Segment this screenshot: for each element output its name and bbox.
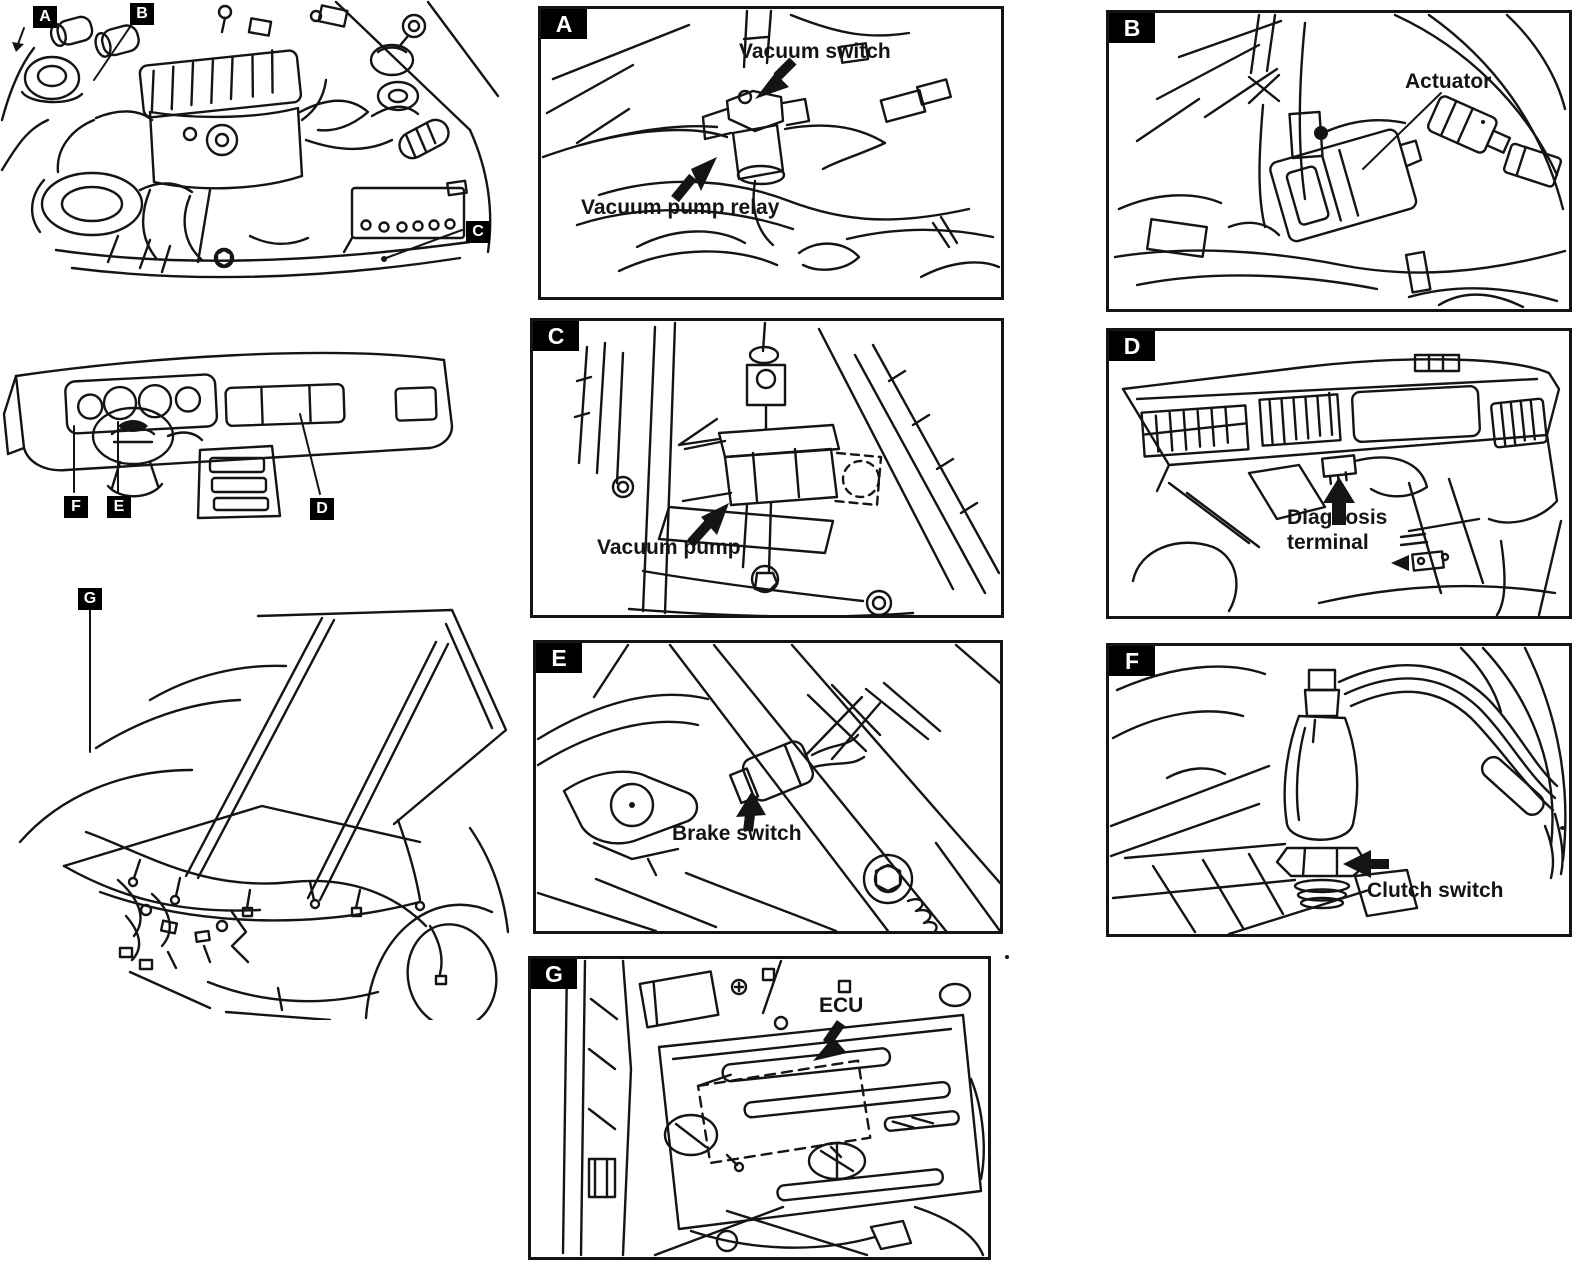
engine-compartment-illustration [0, 0, 510, 300]
overview-tag-f: F [64, 496, 88, 518]
scan-speck [1560, 826, 1565, 830]
panel-g-tag: G [531, 959, 577, 989]
caption-ecu: ECU [819, 994, 864, 1017]
detail-panel-d [1106, 328, 1572, 619]
caption-brake-switch: Brake switch [672, 822, 802, 845]
panel-b-tag: B [1109, 13, 1155, 43]
dashboard-overview [0, 330, 500, 530]
panel-c-tag: C [533, 321, 579, 351]
caption-vacuum-pump-relay: Vacuum pump relay [581, 196, 780, 219]
overview-tag-c: C [466, 221, 490, 243]
rear-body-illustration [0, 580, 510, 1020]
caption-diagnosis-terminal: Diagnosis terminal [1287, 506, 1388, 554]
caption-vacuum-switch: Vacuum switch [739, 40, 891, 63]
engine-compartment-overview [0, 0, 510, 300]
panel-b-illustration [1109, 13, 1569, 309]
scan-speck [1005, 955, 1009, 959]
detail-panel-g [528, 956, 991, 1260]
panel-d-illustration [1109, 331, 1569, 616]
panel-e-illustration [536, 643, 1000, 931]
detail-panel-a [538, 6, 1004, 300]
rear-body-overview [0, 580, 510, 1020]
pointer-arrow-icon [675, 157, 717, 199]
caption-clutch-switch: Clutch switch [1367, 879, 1504, 902]
detail-panel-c [530, 318, 1004, 618]
overview-tag-b: B [130, 3, 154, 25]
detail-panel-f [1106, 643, 1572, 937]
caption-actuator: Actuator [1405, 70, 1492, 93]
panel-c-illustration [533, 321, 1001, 615]
overview-tag-a: A [33, 6, 57, 28]
panel-d-tag: D [1109, 331, 1155, 361]
panel-e-tag: E [536, 643, 582, 673]
pointer-arrow-icon [755, 61, 793, 99]
detail-panel-b [1106, 10, 1572, 312]
scan-speck [1481, 120, 1485, 124]
panel-g-illustration [531, 959, 988, 1257]
overview-tag-g: G [78, 588, 102, 610]
panel-f-tag: F [1109, 646, 1155, 676]
caption-vacuum-pump: Vacuum pump [597, 536, 741, 559]
overview-tag-e: E [107, 496, 131, 518]
detail-panel-e [533, 640, 1003, 934]
panel-a-tag: A [541, 9, 587, 39]
overview-tag-d: D [310, 498, 334, 520]
